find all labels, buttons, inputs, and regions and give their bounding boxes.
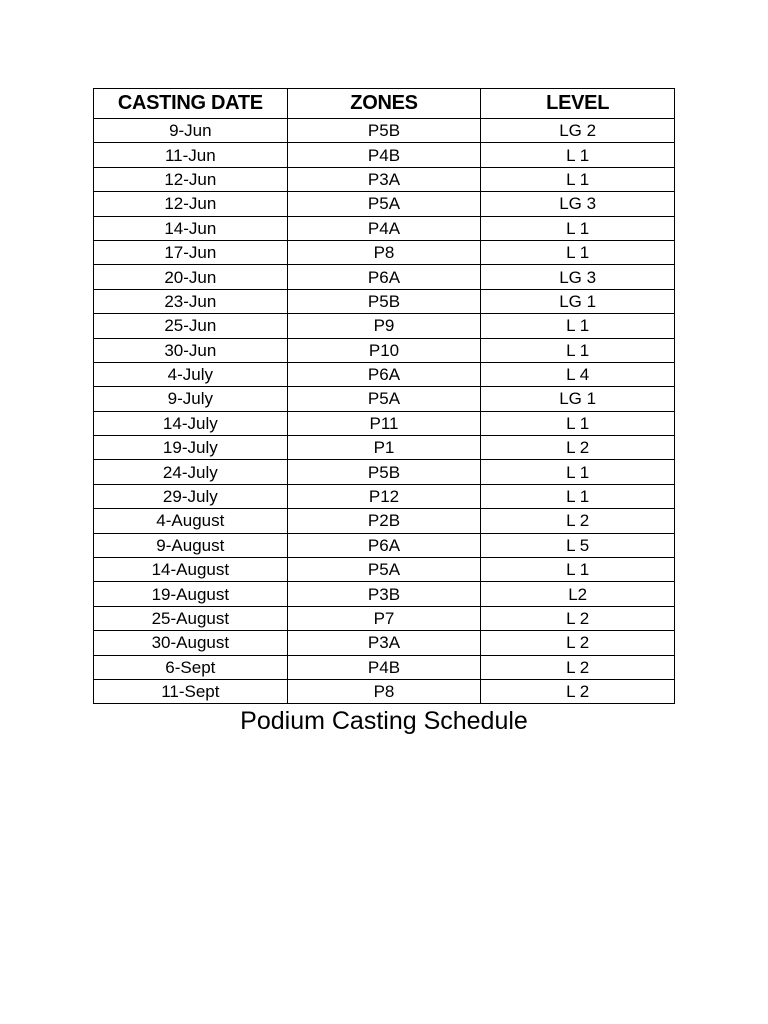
cell-level: L 1 <box>481 143 675 167</box>
cell-casting-date: 11-Jun <box>94 143 288 167</box>
cell-level: LG 3 <box>481 192 675 216</box>
cell-zone: P12 <box>287 484 481 508</box>
cell-zone: P3A <box>287 631 481 655</box>
table-row <box>94 265 675 289</box>
cell-level: L 2 <box>481 655 675 679</box>
cell-zone: P4B <box>287 143 481 167</box>
cell-level: L 1 <box>481 314 675 338</box>
cell-level: LG 3 <box>481 265 675 289</box>
cell-level: LG 2 <box>481 119 675 143</box>
table-header-row <box>94 89 675 119</box>
cell-zone: P5B <box>287 119 481 143</box>
cell-casting-date: 24-July <box>94 460 288 484</box>
table-row <box>94 314 675 338</box>
cell-zone: P3B <box>287 582 481 606</box>
cell-casting-date: 9-July <box>94 387 288 411</box>
cell-casting-date: 6-Sept <box>94 655 288 679</box>
cell-casting-date: 23-Jun <box>94 289 288 313</box>
cell-casting-date: 11-Sept <box>94 679 288 703</box>
header-level: LEVEL <box>481 89 675 119</box>
casting-schedule-table <box>93 88 675 704</box>
cell-casting-date: 12-Jun <box>94 192 288 216</box>
cell-casting-date: 25-Jun <box>94 314 288 338</box>
cell-level: L 1 <box>481 411 675 435</box>
cell-level: L 1 <box>481 460 675 484</box>
cell-casting-date: 4-August <box>94 509 288 533</box>
cell-level: L 1 <box>481 558 675 582</box>
cell-casting-date: 30-August <box>94 631 288 655</box>
table-row <box>94 436 675 460</box>
cell-level: LG 1 <box>481 387 675 411</box>
cell-zone: P4A <box>287 216 481 240</box>
table-caption: Podium Casting Schedule <box>240 707 528 736</box>
cell-casting-date: 14-July <box>94 411 288 435</box>
table-row <box>94 362 675 386</box>
cell-level: L 1 <box>481 338 675 362</box>
cell-zone: P4B <box>287 655 481 679</box>
cell-level: L 2 <box>481 631 675 655</box>
cell-zone: P5A <box>287 558 481 582</box>
table-row <box>94 533 675 557</box>
cell-zone: P5A <box>287 387 481 411</box>
table-row <box>94 484 675 508</box>
table-row <box>94 582 675 606</box>
cell-casting-date: 14-Jun <box>94 216 288 240</box>
table-row <box>94 509 675 533</box>
table-row <box>94 631 675 655</box>
cell-level: LG 1 <box>481 289 675 313</box>
table-row <box>94 240 675 264</box>
table-row <box>94 460 675 484</box>
cell-zone: P6A <box>287 265 481 289</box>
cell-level: L 2 <box>481 436 675 460</box>
cell-zone: P6A <box>287 362 481 386</box>
table-row <box>94 655 675 679</box>
cell-zone: P8 <box>287 240 481 264</box>
cell-zone: P1 <box>287 436 481 460</box>
cell-level: L 2 <box>481 509 675 533</box>
cell-casting-date: 19-July <box>94 436 288 460</box>
document-page <box>93 88 675 736</box>
table-row <box>94 216 675 240</box>
table-row <box>94 338 675 362</box>
header-zones: ZONES <box>287 89 481 119</box>
cell-casting-date: 25-August <box>94 606 288 630</box>
table-row <box>94 119 675 143</box>
cell-casting-date: 12-Jun <box>94 167 288 191</box>
cell-level: L 1 <box>481 240 675 264</box>
cell-zone: P7 <box>287 606 481 630</box>
table-row <box>94 167 675 191</box>
cell-zone: P8 <box>287 679 481 703</box>
table-row <box>94 558 675 582</box>
table-row <box>94 387 675 411</box>
cell-casting-date: 9-August <box>94 533 288 557</box>
cell-zone: P10 <box>287 338 481 362</box>
cell-zone: P2B <box>287 509 481 533</box>
cell-level: L 1 <box>481 484 675 508</box>
cell-zone: P5B <box>287 289 481 313</box>
cell-zone: P3A <box>287 167 481 191</box>
cell-zone: P9 <box>287 314 481 338</box>
cell-zone: P5B <box>287 460 481 484</box>
cell-casting-date: 20-Jun <box>94 265 288 289</box>
cell-zone: P5A <box>287 192 481 216</box>
cell-level: L 2 <box>481 679 675 703</box>
cell-level: L 4 <box>481 362 675 386</box>
cell-casting-date: 4-July <box>94 362 288 386</box>
table-row <box>94 606 675 630</box>
cell-level: L 1 <box>481 216 675 240</box>
cell-casting-date: 30-Jun <box>94 338 288 362</box>
cell-casting-date: 14-August <box>94 558 288 582</box>
cell-level: L 5 <box>481 533 675 557</box>
cell-casting-date: 17-Jun <box>94 240 288 264</box>
cell-level: L 2 <box>481 606 675 630</box>
cell-casting-date: 29-July <box>94 484 288 508</box>
header-casting-date: CASTING DATE <box>94 89 288 119</box>
cell-level: L2 <box>481 582 675 606</box>
cell-level: L 1 <box>481 167 675 191</box>
cell-casting-date: 19-August <box>94 582 288 606</box>
cell-zone: P6A <box>287 533 481 557</box>
table-row <box>94 143 675 167</box>
cell-zone: P11 <box>287 411 481 435</box>
table-row <box>94 192 675 216</box>
cell-casting-date: 9-Jun <box>94 119 288 143</box>
table-row <box>94 411 675 435</box>
table-row <box>94 289 675 313</box>
table-row <box>94 679 675 703</box>
